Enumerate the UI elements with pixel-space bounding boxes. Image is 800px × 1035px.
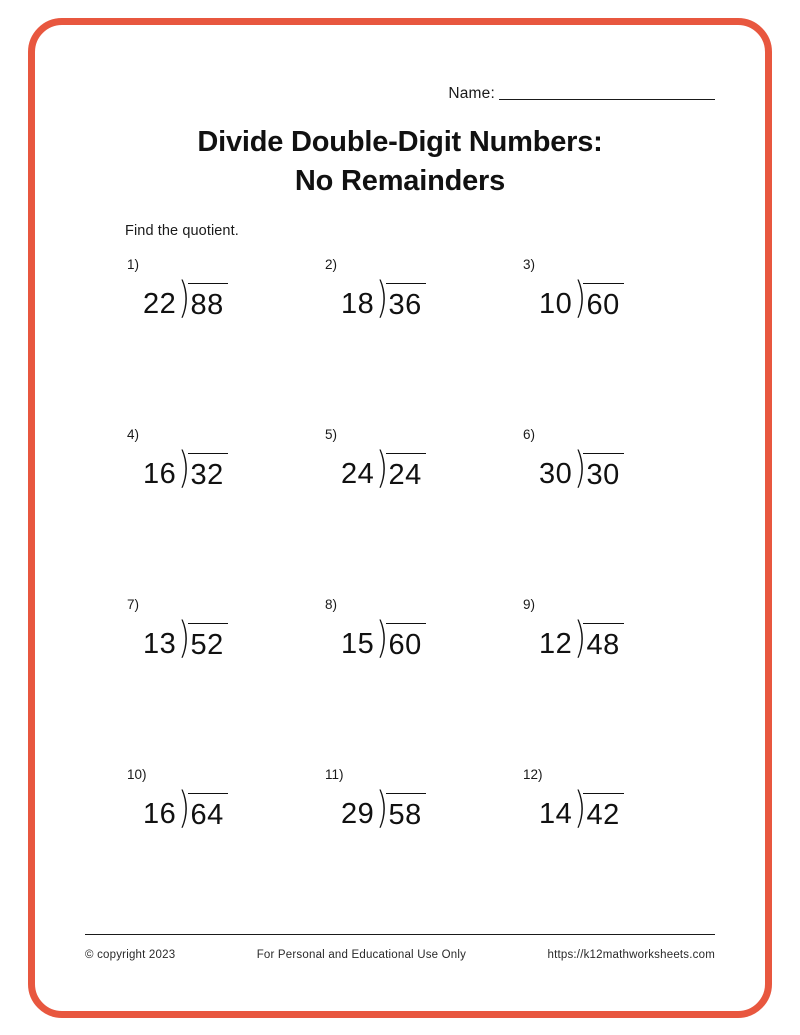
divisor: 16 [143, 798, 177, 830]
division-problem[interactable] [143, 783, 228, 833]
dividend: 60 [583, 283, 623, 320]
problem-number: 7) [127, 597, 140, 612]
name-input-line[interactable] [499, 85, 715, 100]
name-label: Name: [448, 85, 495, 102]
problem-cell [517, 251, 715, 421]
dividend: 42 [583, 793, 623, 830]
dividend: 32 [188, 453, 228, 490]
dividend: 48 [583, 623, 623, 660]
dividend: 60 [386, 623, 426, 660]
name-field-row [448, 85, 715, 103]
divisor: 12 [538, 628, 573, 660]
long-division-bracket-icon [374, 443, 426, 493]
problem-cell [121, 251, 319, 421]
problem-cell [319, 761, 517, 931]
problem-cell [319, 251, 517, 421]
division-problem[interactable] [340, 783, 426, 833]
division-problem[interactable] [143, 443, 228, 493]
bracket-curve: ) [574, 443, 587, 493]
divisor: 15 [340, 628, 375, 660]
problem-cell [121, 421, 319, 591]
bracket-curve: ) [574, 273, 587, 323]
problem-cell [517, 591, 715, 761]
division-problem[interactable] [143, 613, 228, 663]
bracket-curve: ) [178, 783, 191, 833]
page-title [75, 123, 725, 202]
problem-number: 4) [127, 427, 140, 442]
divisor: 18 [340, 288, 375, 320]
division-problem[interactable] [340, 273, 426, 323]
dividend: 30 [583, 453, 623, 490]
title-line-2: No Remainders [294, 165, 506, 198]
dividend: 36 [386, 283, 426, 320]
division-problem[interactable] [538, 613, 624, 663]
problem-cell [121, 591, 319, 761]
bracket-curve: ) [376, 443, 389, 493]
page-border-frame [28, 18, 772, 1018]
problem-number: 5) [324, 427, 337, 442]
bracket-curve: ) [178, 443, 191, 493]
instruction-text: Find the quotient. [125, 223, 239, 239]
dividend: 64 [188, 793, 228, 830]
problem-number: 10) [127, 767, 147, 782]
divisor: 24 [340, 458, 375, 490]
title-line-1: Divide Double-Digit Numbers: [197, 126, 603, 158]
bracket-curve: ) [376, 613, 389, 663]
dividend: 52 [188, 623, 228, 660]
divisor: 13 [143, 628, 177, 660]
problem-cell [319, 591, 517, 761]
problem-row [121, 421, 715, 591]
problem-number: 12) [522, 767, 543, 782]
dividend: 24 [386, 453, 426, 490]
division-problem[interactable] [143, 273, 228, 323]
dividend: 58 [386, 793, 426, 830]
problem-cell [319, 421, 517, 591]
divisor: 14 [538, 798, 573, 830]
problem-number: 3) [522, 257, 535, 272]
problem-number: 2) [324, 257, 337, 272]
division-problem[interactable] [538, 443, 624, 493]
problem-number: 1) [127, 257, 140, 272]
bracket-curve: ) [376, 273, 389, 323]
division-problem[interactable] [340, 613, 426, 663]
problem-row [121, 591, 715, 761]
long-division-bracket-icon [374, 613, 426, 663]
bracket-curve: ) [574, 783, 587, 833]
division-problem[interactable] [538, 783, 624, 833]
divisor: 30 [538, 458, 573, 490]
problem-number: 9) [522, 597, 535, 612]
bracket-curve: ) [178, 273, 191, 323]
worksheet-content [75, 55, 725, 981]
long-division-bracket-icon [572, 273, 624, 323]
long-division-bracket-icon [176, 783, 228, 833]
long-division-bracket-icon [176, 273, 228, 323]
long-division-bracket-icon [572, 613, 624, 663]
long-division-bracket-icon [374, 783, 426, 833]
problem-cell [517, 421, 715, 591]
page-footer [85, 949, 715, 961]
divisor: 10 [538, 288, 573, 320]
long-division-bracket-icon [176, 613, 228, 663]
bracket-curve: ) [178, 613, 191, 663]
bracket-curve: ) [376, 783, 389, 833]
long-division-bracket-icon [374, 273, 426, 323]
problem-number: 8) [324, 597, 337, 612]
problem-cell [121, 761, 319, 931]
long-division-bracket-icon [176, 443, 228, 493]
problem-row [121, 251, 715, 421]
dividend: 88 [188, 283, 228, 320]
footer-url[interactable]: https://k12mathworksheets.com [547, 949, 715, 961]
division-problem[interactable] [538, 273, 624, 323]
problem-number: 11) [324, 767, 344, 782]
footer-copyright: © copyright 2023 [85, 949, 176, 961]
problems-grid [121, 251, 715, 931]
bracket-curve: ) [574, 613, 587, 663]
footer-divider [85, 934, 715, 935]
divisor: 16 [143, 458, 177, 490]
problem-number: 6) [522, 427, 535, 442]
division-problem[interactable] [340, 443, 426, 493]
problem-cell [517, 761, 715, 931]
long-division-bracket-icon [572, 783, 624, 833]
divisor: 22 [143, 288, 177, 320]
problem-row [121, 761, 715, 931]
long-division-bracket-icon [572, 443, 624, 493]
footer-usage-note: For Personal and Educational Use Only [256, 949, 467, 961]
divisor: 29 [340, 798, 375, 830]
